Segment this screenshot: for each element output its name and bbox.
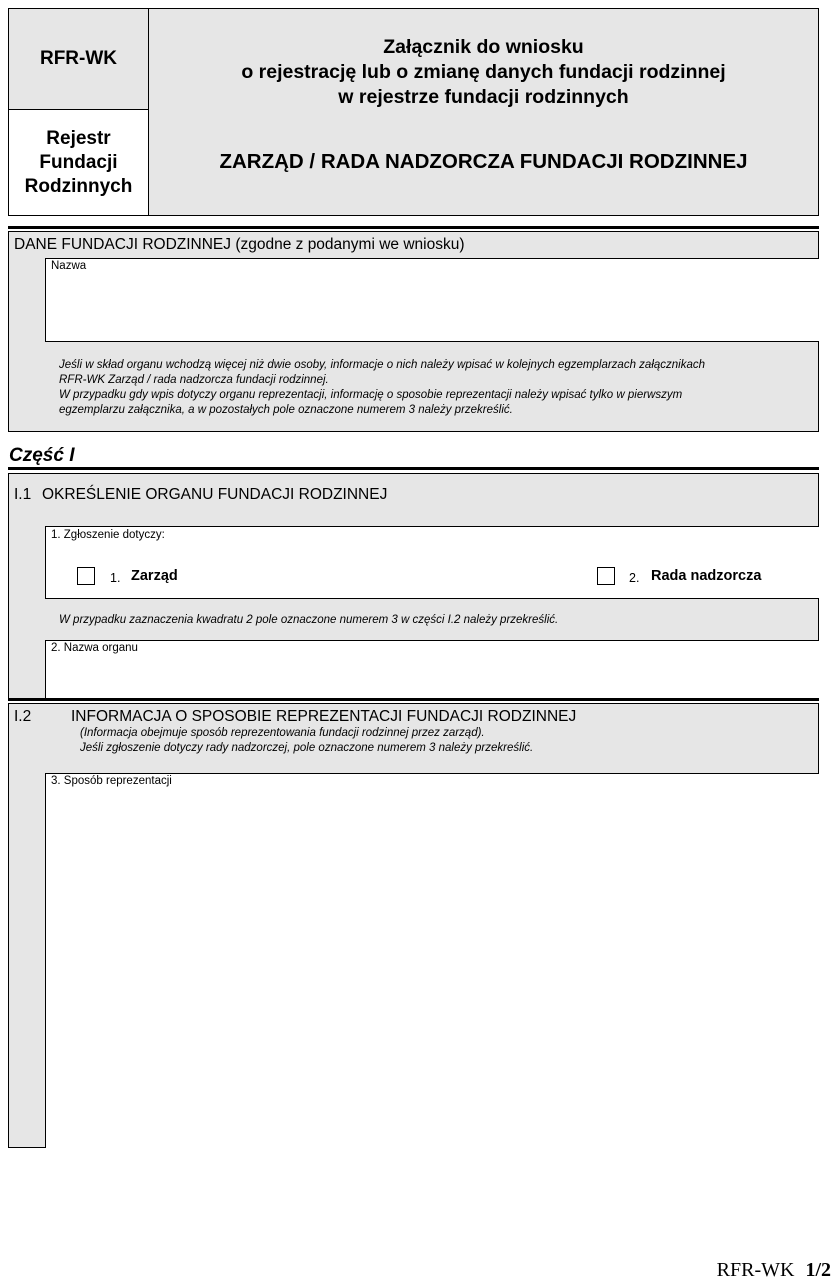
form-title-line: Załącznik do wniosku <box>383 36 584 58</box>
organ-type-field <box>45 526 819 599</box>
form-title-line: w rejestrze fundacji rodzinnych <box>338 86 629 108</box>
foundation-heading: DANE FUNDACJI RODZINNEJ (zgodne z podanymi we wniosku) <box>14 236 465 253</box>
foundation-note-line: Jeśli w skład organu wchodzą więcej niż dwie osoby, informacje o nich należy wpisać w kolejnych egzemplarzach załącznikach <box>59 359 706 371</box>
section-i2-note <box>80 726 533 756</box>
zarzad-option-label: Zarząd <box>131 568 178 584</box>
foundation-note-line: egzemplarzu załącznika, a w pozostałych pole oznaczone numerem 3 należy przekreślić. <box>59 404 513 416</box>
section-i1 <box>8 473 819 700</box>
foundation-note <box>59 358 807 418</box>
section-i2-note-line: Jeśli zgłoszenie dotyczy rady nadzorczej, pole oznaczone numerem 3 należy przekreślić. <box>80 742 534 754</box>
register-name-cell <box>8 109 149 216</box>
divider <box>8 226 819 229</box>
form-code: RFR-WK <box>39 48 118 69</box>
foundation-name-label: Nazwa <box>51 260 87 272</box>
register-name-line: Rodzinnych <box>24 175 133 197</box>
register-name-line: Fundacji <box>39 151 118 173</box>
representation-label: 3. Sposób reprezentacji <box>51 775 172 787</box>
rada-nadzorcza-option-label: Rada nadzorcza <box>651 568 762 584</box>
section-i2-note-line: (Informacja obejmuje sposób reprezentowania fundacji rodzinnej przez zarząd). <box>80 727 485 739</box>
foundation-note-line: RFR-WK Zarząd / rada nadzorcza fundacji rodzinnej. <box>59 374 329 386</box>
section-i2-heading: INFORMACJA O SPOSOBIE REPREZENTACJI FUNDACJI RODZINNEJ <box>71 708 577 725</box>
section-i1-heading: OKREŚLENIE ORGANU FUNDACJI RODZINNEJ <box>42 486 388 503</box>
foundation-section <box>8 231 819 432</box>
zarzad-option-number: 1. <box>110 571 121 585</box>
rada-nadzorcza-option-number: 2. <box>629 571 640 585</box>
page-footer <box>717 1259 831 1282</box>
zarzad-checkbox[interactable] <box>77 567 95 585</box>
part-title: Część I <box>9 445 75 466</box>
divider <box>8 467 819 470</box>
section-i2 <box>8 703 819 1148</box>
divider <box>8 698 819 701</box>
register-name-line: Rejestr <box>46 127 111 149</box>
form-code-cell <box>8 8 149 110</box>
rada-nadzorcza-checkbox[interactable] <box>597 567 615 585</box>
title-cell <box>148 8 819 216</box>
foundation-note-line: W przypadku gdy wpis dotyczy organu reprezentacji, informację o sposobie reprezentacji należy wpisać tylko w pierwszym <box>59 389 683 401</box>
section-i1-number: I.1 <box>14 486 32 503</box>
organ-name-field[interactable] <box>45 640 819 700</box>
footer-page-number: 1/2 <box>805 1259 831 1281</box>
form-title-line: o rejestrację lub o zmianę danych fundacji rodzinnej <box>241 61 726 83</box>
organ-name-label: 2. Nazwa organu <box>51 642 138 654</box>
form-subtitle: ZARZĄD / RADA NADZORCZA FUNDACJI RODZINNEJ <box>219 150 748 173</box>
organ-type-label: 1. Zgłoszenie dotyczy: <box>51 529 165 541</box>
register-name <box>25 127 133 199</box>
section-i1-note: W przypadku zaznaczenia kwadratu 2 pole oznaczone numerem 3 w części I.2 należy przekreślić. <box>59 614 559 626</box>
representation-field[interactable] <box>45 773 819 1148</box>
section-i2-number: I.2 <box>14 708 32 725</box>
footer-form-code: RFR-WK <box>716 1259 795 1281</box>
foundation-name-field[interactable] <box>45 258 819 342</box>
form-title <box>149 35 818 110</box>
